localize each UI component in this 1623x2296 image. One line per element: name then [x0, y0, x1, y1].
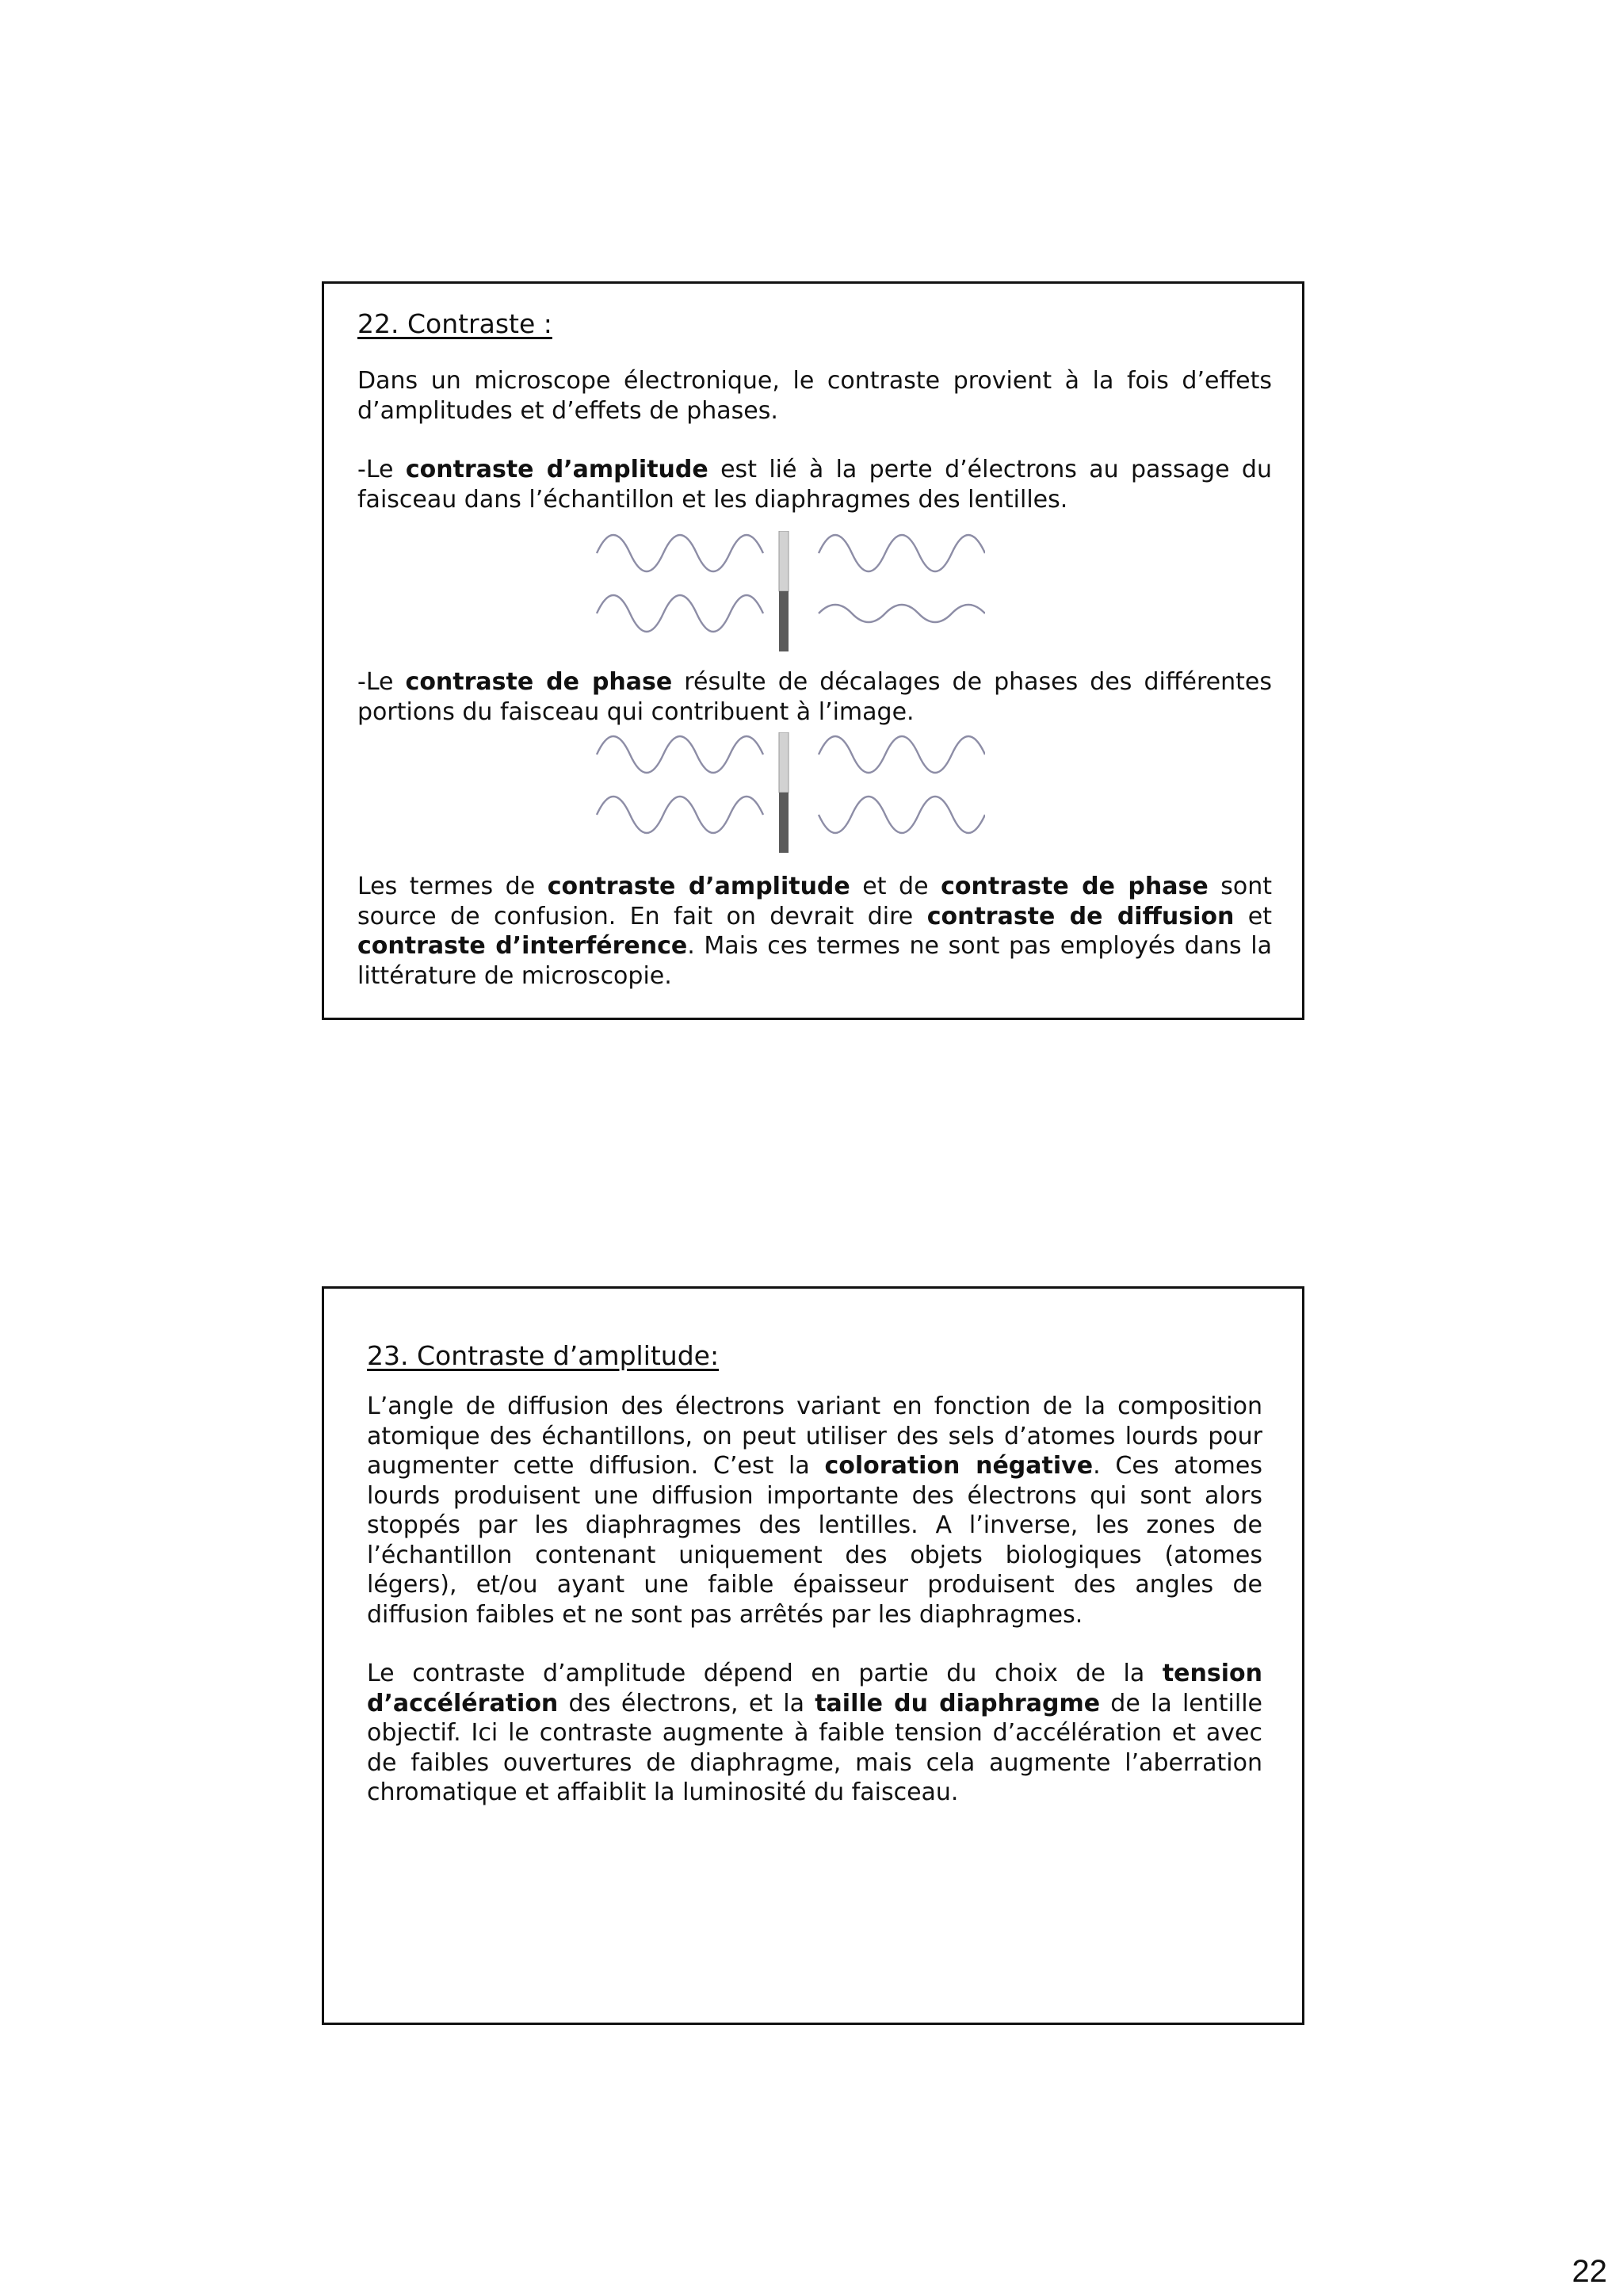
- slide-22: [322, 281, 1304, 1020]
- incident-wave-top: [597, 535, 763, 571]
- emphasized-term: contraste de diffusion: [926, 902, 1235, 930]
- emphasized-term: tension d’accélération: [367, 1660, 1262, 1717]
- paragraph: Le contraste d’amplitude dépend en partie du choix de la tension d’accélération des électrons, et la taille du diaphragme de la lentille objectif. Ici le contraste augmente à faible tension d’accélération et avec de faibles ouvertures de diaphragme, mais cela augmente l’aberration chromatique et affaiblit la luminosité du faisceau.: [367, 1660, 1262, 1806]
- paragraph: Dans un microscope électronique, le contraste provient à la fois d’effets d’amplitudes et d’effets de phases.: [357, 367, 1272, 425]
- phase-contrast-figure: [589, 732, 985, 859]
- emphasized-term: coloration négative: [824, 1452, 1094, 1480]
- transmitted-wave-phase-shifted: [819, 797, 985, 833]
- sample-light-region: [779, 732, 789, 793]
- paragraph: L’angle de diffusion des électrons variant en fonction de la composition atomique des échantillons, on peut utiliser des sels d’atomes lourds pour augmenter cette diffusion. C’est la coloration négative. Ces atomes lourds produisent une diffusion importante des électrons qui sont alors stoppés par les diaphragmes des lentilles. A l’inverse, les zones de l’échantillon contenant uniquement des objets biologiques (atomes légers), et/ou ayant une faible épaisseur produisent des angles de diffusion faibles et ne sont pas arrêtés par les diaphragmes.: [367, 1392, 1262, 1629]
- sample-dark-region: [779, 793, 789, 853]
- sample-light-region: [779, 531, 789, 591]
- transmitted-wave-attenuated: [819, 605, 985, 622]
- emphasized-term: contraste d’interférence: [357, 932, 688, 960]
- sample-dark-region: [779, 591, 789, 651]
- emphasized-term: contraste d’amplitude: [405, 456, 708, 483]
- transmitted-wave-top: [819, 535, 985, 571]
- amplitude-contrast-figure: [589, 531, 985, 658]
- page-number: 22: [1571, 2254, 1607, 2289]
- transmitted-wave-top: [819, 736, 985, 773]
- emphasized-term: contraste de phase: [941, 873, 1209, 900]
- paragraph: -Le contraste d’amplitude est lié à la perte d’électrons au passage du faisceau dans l’échantillon et les diaphragmes des lentilles.: [357, 456, 1272, 514]
- incident-wave-bottom: [597, 797, 763, 833]
- slide-title: 23. Contraste d’amplitude:: [367, 1340, 720, 1371]
- slide-title: 22. Contraste :: [357, 308, 552, 339]
- emphasized-term: taille du diaphragme: [815, 1689, 1101, 1717]
- emphasized-term: contraste d’amplitude: [547, 873, 850, 900]
- incident-wave-bottom: [597, 595, 763, 632]
- emphasized-term: contraste de phase: [405, 668, 673, 696]
- paragraph: Les termes de contraste d’amplitude et de contraste de phase sont source de confusion. En fait on devrait dire contraste de diffusion et contraste d’interférence. Mais ces termes ne sont pas employés dans la littérature de microscopie.: [357, 873, 1273, 990]
- incident-wave-top: [597, 736, 763, 773]
- slide-23: [322, 1286, 1304, 2025]
- paragraph: -Le contraste de phase résulte de décalages de phases des différentes portions du faisceau qui contribuent à l’image.: [357, 668, 1272, 726]
